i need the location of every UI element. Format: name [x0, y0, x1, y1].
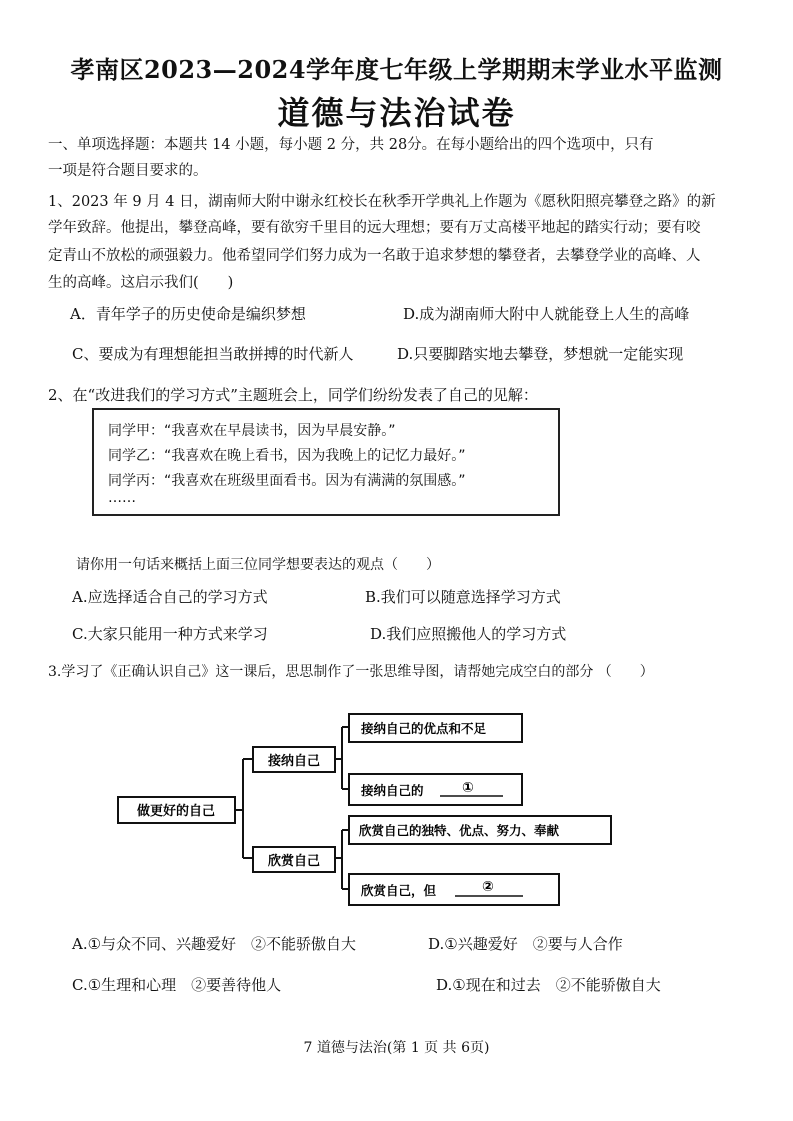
q1-option-b: D.成为湖南师大附中人就能登上人生的高峰: [403, 305, 690, 323]
q3-stem: 3.学习了《正确认识自己》这一课后，思思制作了一张思维导图，请帮她完成空白的部分 （ ）: [48, 664, 654, 680]
q2-option-b: B.我们可以随意选择学习方式: [365, 588, 561, 606]
q2-quote-line-2: 同学乙：“我喜欢在晚上看书，因为我晚上的记忆力最好。”: [108, 448, 466, 464]
mind-map-leaf2-label: 接纳自己的: [361, 783, 424, 798]
q3-option-b: D.①兴趣爱好 ②要与人合作: [428, 935, 623, 953]
mind-map-leaf3-label: 欣赏自己的独特、优点、努力、奉献: [359, 823, 560, 838]
mind-map-root-label: 做更好的自己: [136, 804, 216, 819]
q1-option-d: D.只要脚踏实地去攀登，梦想就一定能实现: [397, 345, 684, 363]
mind-map-branch1-label: 接纳自己: [267, 754, 321, 769]
q1-stem-line-2: 学年致辞。他提出，攀登高峰，要有欲穷千里目的远大理想；要有万丈高楼平地起的踏实行动；要有咬: [48, 220, 701, 236]
q2-quote-line-3: 同学丙：“我喜欢在班级里面看书。因为有满满的氛围感。”: [108, 473, 466, 489]
q2-option-a: A.应选择适合自己的学习方式: [72, 588, 268, 606]
q2-stem: 2、在“改进我们的学习方式”主题班会上，同学们纷纷发表了自己的见解：: [48, 386, 538, 404]
q1-stem-line-1: 1、2023 年 9 月 4 日，湖南师大附中谢永红校长在秋季开学典礼上作题为《愿秋阳照亮攀登之路》的新: [48, 194, 716, 210]
q2-option-d: D.我们应照搬他人的学习方式: [370, 625, 567, 643]
exam-subject-title: 道德与法治试卷: [277, 94, 516, 132]
mind-map-blank-1-marker: ①: [462, 780, 474, 796]
q2-quote-line-1: 同学甲：“我喜欢在早晨读书，因为早晨安静。”: [108, 423, 396, 439]
section-heading-line-2: 一项是符合题目要求的。: [48, 163, 208, 179]
q3-option-a: A.①与众不同、兴趣爱好 ②不能骄傲自大: [72, 935, 357, 953]
q1-option-c: C、要成为有理想能担当敢拼搏的时代新人: [72, 345, 354, 363]
q2-option-c: C.大家只能用一种方式来学习: [72, 625, 268, 643]
section-heading-line-1: 一、单项选择题：本题共 14 小题，每小题 2 分，共 28分。在每小题给出的四个选项中，只有: [48, 137, 654, 153]
mind-map-leaf1-label: 接纳自己的优点和不足: [361, 721, 487, 736]
q3-option-d: D.①现在和过去 ②不能骄傲自大: [436, 976, 661, 994]
q2-quote-ellipsis: ……: [108, 490, 136, 506]
q1-option-a: A．青年学子的历史使命是编织梦想: [70, 305, 306, 323]
mind-map-branch2-label: 欣赏自己: [267, 854, 321, 869]
exam-title: 孝南区2023—2024学年度七年级上学期期末学业水平监测: [70, 55, 723, 84]
q1-stem-line-4: 生的高峰。这启示我们( ): [48, 275, 234, 291]
q2-prompt: 请你用一句话来概括上面三位同学想要表达的观点（ ）: [76, 557, 440, 573]
mind-map-leaf4-label: 欣赏自己，但: [361, 883, 437, 898]
q1-stem-line-3: 定青山不放松的顽强毅力。他希望同学们努力成为一名敢于追求梦想的攀登者，去攀登学业的高峰、人: [48, 248, 701, 264]
q3-option-c: C.①生理和心理 ②要善待他人: [72, 976, 282, 994]
page-footer: 7 道德与法治(第 1 页 共 6页): [303, 1040, 490, 1056]
mind-map-blank-2-marker: ②: [482, 879, 494, 895]
